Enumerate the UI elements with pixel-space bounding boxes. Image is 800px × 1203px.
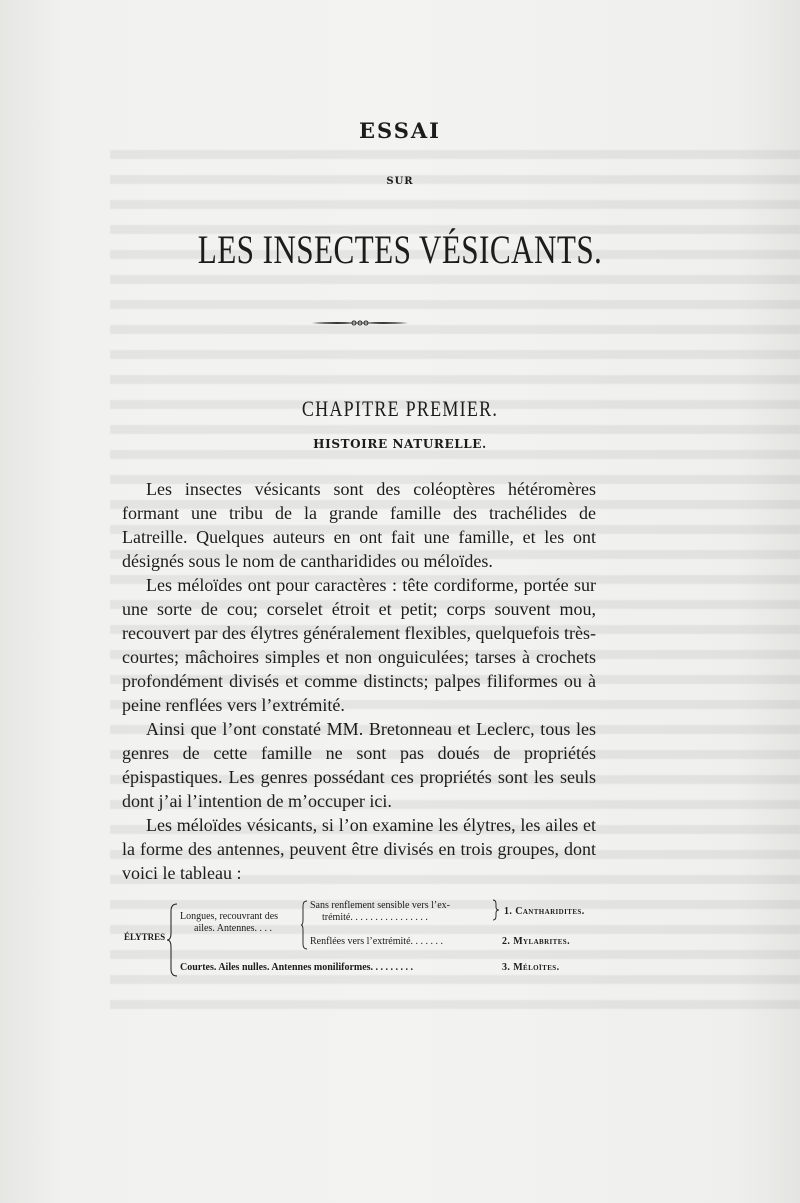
group1-brace	[492, 899, 500, 921]
courtes-line: Courtes. Ailes nulles. Antennes moniliformes. . . . . . . . .	[180, 962, 414, 973]
paragraph: Ainsi que l’ont constaté MM. Bretonneau et Leclerc, tous les genres de cette famille ne sont pas doués de propriétés épispastiques. Les genres possédant ces propriétés sont les seuls dont j’ai l’intention de m’occuper ici.	[122, 719, 596, 811]
renflees-line: Renflées vers l’extrémité. . . . . . .	[310, 936, 444, 947]
longues-line2: ailes. Antennes. . . .	[194, 923, 273, 934]
group-cantharidites: 1. Cantharidites.	[504, 906, 585, 917]
essai-heading: ESSAI	[359, 118, 441, 143]
group-mylabrites: 2. Mylabrites.	[502, 936, 570, 947]
longues-brace	[300, 900, 308, 950]
chapter-title: CHAPITRE PREMIER.	[301, 396, 499, 421]
book-title: LES INSECTES VÉSICANTS.	[197, 227, 603, 272]
root-brace	[166, 903, 178, 977]
group-meloites: 3. Méloïtes.	[502, 962, 560, 973]
paragraph: Les méloïdes vésicants, si l’on examine les élytres, les ailes et la forme des antennes, peuvent être divisés en trois groupes, dont voici le tableau :	[122, 815, 596, 883]
sans-line2: trémité. . . . . . . . . . . . . . . .	[322, 912, 428, 923]
sans-line1: Sans renflement sensible vers l’ex-	[310, 900, 450, 911]
sur-word: SUR	[386, 176, 414, 187]
body-text	[122, 477, 596, 885]
root-elytres: ÉLYTRES	[124, 932, 166, 942]
longues-line1: Longues, recouvrant des	[180, 911, 279, 922]
classification-table	[122, 898, 602, 988]
paragraph: Les insectes vésicants sont des coléoptères hétéromères formant une tribu de la grande famille des trachélides de Latreille. Quelques auteurs en ont fait une famille, et les ont désignés sous le nom de cantharidides ou méloïdes.	[122, 479, 596, 571]
paragraph: Les méloïdes ont pour caractères : tête cordiforme, portée sur une sorte de cou; corselet étroit et petit; corps souvent mou, recouvert par des élytres généralement flexibles, quelquefois très-courtes; mâchoires simples et non onguiculées; tarses à crochets profondément divisés et comme distincts; palpes filiformes ou à peine renflées vers l’extrémité.	[122, 575, 596, 715]
ornament-rule	[310, 318, 410, 328]
section-title: HISTOIRE NATURELLE.	[313, 437, 487, 451]
